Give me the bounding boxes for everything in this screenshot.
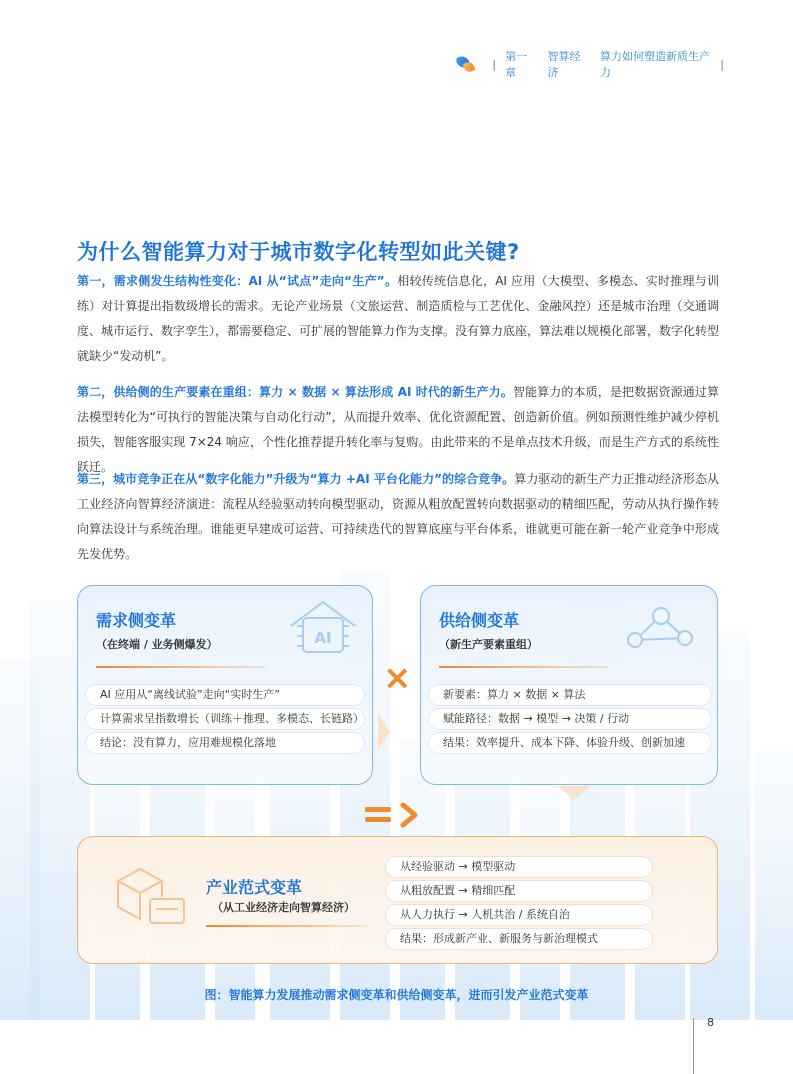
industry-item-4: 结果：形成新产业、新服务与新治理模式 — [386, 929, 652, 949]
section-title: 为什么智能算力对于城市数字化转型如此关键? — [77, 240, 520, 264]
industry-item-2: 从粗放配置 → 精细匹配 — [386, 881, 652, 901]
chevron-right-icon — [376, 712, 392, 756]
demand-item-3: 结论：没有算力，应用难规模化落地 — [86, 733, 364, 753]
supply-side-title: 供给侧变革 — [439, 611, 520, 630]
demand-side-divider — [96, 666, 266, 668]
industry-subtitle: （从工业经济走向智算经济） — [212, 901, 355, 914]
ai-chip-label: AI — [314, 629, 332, 647]
cube-device-icon — [110, 863, 190, 937]
paragraph-1-text: 相较传统信息化，AI 应用（大模型、多模态、实时推理与训练）对计算提出指数级增长的需求。无论产业场景（文旅运营、制造质检与工艺优化、金融风控）还是城市治理（交通调度、城市运行、数字孪生），都需要稳定、可扩展的智能算力作为支撑。没有算力底座，算法难以规模化部署，数字化转型就缺少“发动机”。 — [77, 274, 720, 363]
paragraph-3-lead: 第三，城市竞争正在从“数字化能力”升级为“算力 +AI 平台化能力”的综合竞争。 — [77, 472, 515, 486]
supply-side-subtitle: （新生产要素重组） — [439, 638, 538, 651]
logo-icon — [455, 54, 473, 74]
industry-item-3: 从人力执行 → 人机共治 / 系统自治 — [386, 905, 652, 925]
page-header: | 第一章 智算经济 算力如何塑造新质生产力 | — [455, 52, 733, 76]
demand-side-subtitle: （在终端 / 业务侧爆发） — [96, 638, 218, 651]
paragraph-3 — [77, 467, 719, 567]
supply-item-2: 赋能路径：数据 → 模型 → 决策 / 行动 — [429, 709, 711, 729]
network-nodes-icon — [621, 598, 701, 662]
ai-chip-icon — [283, 596, 363, 662]
industry-divider — [206, 925, 368, 927]
supply-item-3: 结果：效率提升、成本下降、体验升级、创新加速 — [429, 733, 711, 753]
paragraph-2-lead: 第二，供给侧的生产要素在重组：算力 × 数据 × 算法形成 AI 时代的新生产力。 — [77, 385, 513, 399]
industry-title: 产业范式变革 — [206, 878, 303, 897]
supply-side-divider — [439, 666, 609, 668]
supply-side-box — [420, 585, 718, 785]
industry-item-1: 从经验驱动 → 模型驱动 — [386, 857, 652, 877]
demand-side-box — [77, 585, 373, 785]
chevron-down-icon — [556, 785, 592, 805]
demand-item-1: AI 应用从“离线试验”走向“实时生产” — [86, 685, 364, 705]
paragraph-2 — [77, 380, 719, 480]
paragraph-1-lead: 第一，需求侧发生结构性变化：AI 从“试点”走向“生产”。 — [77, 274, 398, 288]
header-chapter: 第一章 — [505, 50, 528, 79]
demand-side-title: 需求侧变革 — [96, 611, 177, 630]
paragraph-3-text: 算力驱动的新生产力正推动经济形态从工业经济向智算经济演进：流程从经验驱动转向模型驱动，资源从粗放配置转向数据驱动的精细匹配，劳动从执行操作转向算法设计与系统治理。谁能更早建成可运营、可持续迭代的智算底座与平台体系，谁就更可能在新一轮产业竞争中形成先发优势。 — [77, 472, 719, 561]
header-section: 智算经济 — [547, 50, 581, 79]
figure-caption: 图：智能算力发展推动需求侧变革和供给侧变革，进而引发产业范式变革 — [204, 988, 589, 1002]
demand-item-2: 计算需求呈指数增长（训练＋推理、多模态、长链路） — [86, 709, 364, 729]
supply-item-1: 新要素：算力 × 数据 × 算法 — [429, 685, 711, 705]
paragraph-1 — [77, 269, 719, 369]
header-subtitle: 算力如何塑造新质生产力 — [599, 50, 710, 79]
page-number: 8 — [707, 1016, 714, 1029]
result-arrow-icon — [365, 802, 429, 832]
paragraph-2-text: 智能算力的本质，是把数据资源通过算法模型转化为“可执行的智能决策与自动化行动”，从而提升效率、优化资源配置、创造新价值。例如预测性维护减少停机损失，智能客服实现 7×24 响应，个性化推荐提升转化率与复购。由此带来的不是单点技术升级，而是生产方式的系统性跃迁。 — [77, 385, 719, 474]
page-number-divider — [693, 1018, 694, 1074]
industry-paradigm-box — [77, 836, 718, 964]
multiply-symbol: × — [383, 658, 412, 698]
